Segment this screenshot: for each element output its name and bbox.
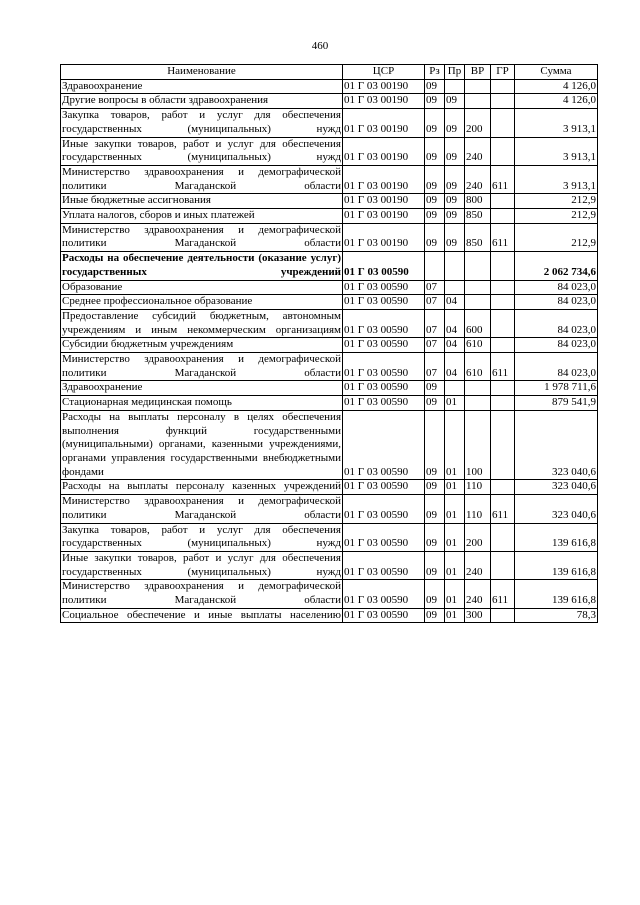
cell-gr	[491, 608, 515, 623]
cell-pr: 01	[445, 410, 465, 480]
cell-pr: 01	[445, 495, 465, 523]
cell-rz: 09	[425, 79, 445, 94]
cell-pr: 09	[445, 94, 465, 109]
table-row	[61, 280, 598, 295]
cell-gr	[491, 410, 515, 480]
cell-pr	[445, 280, 465, 295]
cell-name: Стационарная медицинская помощь	[61, 396, 343, 411]
cell-vr	[465, 396, 491, 411]
table-row	[61, 523, 598, 551]
cell-vr	[465, 295, 491, 310]
header-pr: Пр	[445, 65, 465, 80]
cell-vr: 610	[465, 338, 491, 353]
cell-name: Министерство здравоохранения и демографической политики Магаданской области	[61, 223, 343, 251]
cell-name: Министерство здравоохранения и демографической политики Магаданской области	[61, 495, 343, 523]
cell-gr	[491, 309, 515, 337]
cell-gr	[491, 480, 515, 495]
cell-vr	[465, 94, 491, 109]
cell-sum: 84 023,0	[515, 353, 598, 381]
cell-csr: 01 Г 03 00190	[343, 223, 425, 251]
header-sum: Сумма	[515, 65, 598, 80]
budget-table	[60, 64, 598, 623]
cell-csr: 01 Г 03 00590	[343, 580, 425, 608]
cell-vr: 850	[465, 223, 491, 251]
page-number: 460	[311, 40, 329, 52]
table-row	[61, 580, 598, 608]
cell-csr: 01 Г 03 00190	[343, 94, 425, 109]
cell-vr	[465, 79, 491, 94]
cell-pr: 01	[445, 608, 465, 623]
table-row	[61, 353, 598, 381]
cell-sum: 323 040,6	[515, 495, 598, 523]
cell-gr	[491, 79, 515, 94]
cell-rz: 09	[425, 523, 445, 551]
cell-vr: 300	[465, 608, 491, 623]
table-row	[61, 495, 598, 523]
cell-csr: 01 Г 03 00190	[343, 109, 425, 137]
cell-pr: 09	[445, 194, 465, 209]
cell-name: Иные закупки товаров, работ и услуг для обеспечения государственных (муниципальных) нужд	[61, 137, 343, 165]
cell-gr	[491, 551, 515, 579]
cell-sum: 3 913,1	[515, 165, 598, 193]
cell-csr: 01 Г 03 00590	[343, 480, 425, 495]
cell-csr: 01 Г 03 00590	[343, 252, 425, 280]
cell-gr	[491, 295, 515, 310]
cell-gr	[491, 381, 515, 396]
cell-csr: 01 Г 03 00590	[343, 410, 425, 480]
cell-name: Расходы на обеспечение деятельности (оказание услуг) государственных учреждений	[61, 252, 343, 280]
cell-csr: 01 Г 03 00190	[343, 137, 425, 165]
table-row	[61, 551, 598, 579]
cell-csr: 01 Г 03 00590	[343, 353, 425, 381]
cell-csr: 01 Г 03 00190	[343, 79, 425, 94]
cell-pr	[445, 381, 465, 396]
cell-name: Предоставление субсидий бюджетным, автономным учреждениям и иным некоммерческим организациям	[61, 309, 343, 337]
table-row	[61, 165, 598, 193]
cell-gr	[491, 194, 515, 209]
cell-gr: 611	[491, 223, 515, 251]
cell-sum: 1 978 711,6	[515, 381, 598, 396]
cell-name: Уплата налогов, сборов и иных платежей	[61, 209, 343, 224]
cell-name: Иные закупки товаров, работ и услуг для обеспечения государственных (муниципальных) нужд	[61, 551, 343, 579]
cell-pr: 09	[445, 209, 465, 224]
cell-csr: 01 Г 03 00590	[343, 338, 425, 353]
cell-vr: 240	[465, 580, 491, 608]
cell-name: Среднее профессиональное образование	[61, 295, 343, 310]
cell-name: Другие вопросы в области здравоохранения	[61, 94, 343, 109]
cell-name: Министерство здравоохранения и демографической политики Магаданской области	[61, 165, 343, 193]
cell-vr	[465, 252, 491, 280]
cell-rz: 09	[425, 194, 445, 209]
cell-rz: 09	[425, 480, 445, 495]
table-row	[61, 381, 598, 396]
cell-name: Расходы на выплаты персоналу казенных учреждений	[61, 480, 343, 495]
cell-name: Министерство здравоохранения и демографической политики Магаданской области	[61, 580, 343, 608]
cell-pr	[445, 79, 465, 94]
cell-rz: 09	[425, 137, 445, 165]
cell-rz: 09	[425, 396, 445, 411]
cell-rz: 09	[425, 551, 445, 579]
cell-pr: 04	[445, 295, 465, 310]
table-row	[61, 79, 598, 94]
cell-sum: 3 913,1	[515, 137, 598, 165]
cell-sum: 84 023,0	[515, 295, 598, 310]
cell-pr: 01	[445, 396, 465, 411]
header-vr: ВР	[465, 65, 491, 80]
cell-gr: 611	[491, 353, 515, 381]
header-gr: ГР	[491, 65, 515, 80]
cell-sum: 4 126,0	[515, 79, 598, 94]
table-row	[61, 309, 598, 337]
table-row	[61, 410, 598, 480]
cell-gr: 611	[491, 580, 515, 608]
cell-csr: 01 Г 03 00590	[343, 396, 425, 411]
cell-rz: 07	[425, 295, 445, 310]
cell-pr: 01	[445, 480, 465, 495]
cell-rz	[425, 252, 445, 280]
header-rz: Рз	[425, 65, 445, 80]
cell-csr: 01 Г 03 00590	[343, 295, 425, 310]
cell-rz: 07	[425, 338, 445, 353]
cell-csr: 01 Г 03 00590	[343, 523, 425, 551]
cell-csr: 01 Г 03 00590	[343, 551, 425, 579]
cell-gr	[491, 137, 515, 165]
cell-rz: 09	[425, 209, 445, 224]
cell-gr	[491, 209, 515, 224]
cell-pr: 09	[445, 137, 465, 165]
cell-name: Расходы на выплаты персоналу в целях обеспечения выполнения функций государственными (муниципальными) органами, казенными учреждениями, органами управления государственными внебюджетными фондами	[61, 410, 343, 480]
table-row	[61, 223, 598, 251]
cell-name: Социальное обеспечение и иные выплаты населению	[61, 608, 343, 623]
cell-sum: 212,9	[515, 209, 598, 224]
cell-sum: 4 126,0	[515, 94, 598, 109]
cell-pr: 09	[445, 165, 465, 193]
table-row	[61, 295, 598, 310]
cell-vr: 110	[465, 495, 491, 523]
cell-pr: 09	[445, 223, 465, 251]
cell-vr	[465, 381, 491, 396]
cell-gr: 611	[491, 495, 515, 523]
header-name: Наименование	[61, 65, 343, 80]
table-row	[61, 608, 598, 623]
table-body	[61, 79, 598, 623]
table-row	[61, 194, 598, 209]
cell-sum: 139 616,8	[515, 523, 598, 551]
cell-rz: 09	[425, 165, 445, 193]
cell-sum: 212,9	[515, 194, 598, 209]
cell-name: Закупка товаров, работ и услуг для обеспечения государственных (муниципальных) нужд	[61, 523, 343, 551]
cell-gr: 611	[491, 165, 515, 193]
cell-vr: 110	[465, 480, 491, 495]
cell-sum: 139 616,8	[515, 551, 598, 579]
cell-rz: 09	[425, 223, 445, 251]
cell-name: Здравоохранение	[61, 79, 343, 94]
cell-sum: 879 541,9	[515, 396, 598, 411]
cell-csr: 01 Г 03 00590	[343, 280, 425, 295]
cell-csr: 01 Г 03 00190	[343, 165, 425, 193]
cell-rz: 07	[425, 309, 445, 337]
cell-pr: 04	[445, 309, 465, 337]
cell-sum: 84 023,0	[515, 338, 598, 353]
cell-gr	[491, 94, 515, 109]
cell-csr: 01 Г 03 00590	[343, 608, 425, 623]
cell-gr	[491, 280, 515, 295]
cell-vr: 240	[465, 165, 491, 193]
table-row	[61, 480, 598, 495]
cell-pr: 04	[445, 353, 465, 381]
cell-sum: 84 023,0	[515, 280, 598, 295]
cell-csr: 01 Г 03 00190	[343, 209, 425, 224]
table-row	[61, 94, 598, 109]
cell-name: Иные бюджетные ассигнования	[61, 194, 343, 209]
cell-rz: 07	[425, 353, 445, 381]
cell-vr: 610	[465, 353, 491, 381]
cell-vr: 800	[465, 194, 491, 209]
cell-vr: 240	[465, 137, 491, 165]
cell-sum: 323 040,6	[515, 480, 598, 495]
cell-name: Министерство здравоохранения и демографической политики Магаданской области	[61, 353, 343, 381]
cell-rz: 07	[425, 280, 445, 295]
cell-rz: 09	[425, 580, 445, 608]
cell-vr: 600	[465, 309, 491, 337]
cell-gr	[491, 109, 515, 137]
cell-pr	[445, 252, 465, 280]
cell-pr: 04	[445, 338, 465, 353]
cell-gr	[491, 252, 515, 280]
table-row	[61, 396, 598, 411]
cell-sum: 139 616,8	[515, 580, 598, 608]
table-row	[61, 252, 598, 280]
cell-pr: 09	[445, 109, 465, 137]
cell-rz: 09	[425, 94, 445, 109]
cell-rz: 09	[425, 495, 445, 523]
cell-vr: 100	[465, 410, 491, 480]
table-row	[61, 109, 598, 137]
cell-pr: 01	[445, 523, 465, 551]
cell-rz: 09	[425, 608, 445, 623]
cell-vr: 850	[465, 209, 491, 224]
cell-rz: 09	[425, 410, 445, 480]
cell-gr	[491, 523, 515, 551]
cell-pr: 01	[445, 551, 465, 579]
cell-name: Закупка товаров, работ и услуг для обеспечения государственных (муниципальных) нужд	[61, 109, 343, 137]
cell-name: Здравоохранение	[61, 381, 343, 396]
cell-vr: 200	[465, 523, 491, 551]
table-row	[61, 338, 598, 353]
cell-sum: 2 062 734,6	[515, 252, 598, 280]
cell-csr: 01 Г 03 00590	[343, 309, 425, 337]
cell-sum: 78,3	[515, 608, 598, 623]
table-row	[61, 209, 598, 224]
cell-sum: 3 913,1	[515, 109, 598, 137]
cell-csr: 01 Г 03 00190	[343, 194, 425, 209]
cell-csr: 01 Г 03 00590	[343, 381, 425, 396]
header-csr: ЦСР	[343, 65, 425, 80]
cell-vr: 200	[465, 109, 491, 137]
cell-sum: 84 023,0	[515, 309, 598, 337]
cell-sum: 212,9	[515, 223, 598, 251]
table-row	[61, 137, 598, 165]
cell-rz: 09	[425, 381, 445, 396]
cell-vr: 240	[465, 551, 491, 579]
cell-pr: 01	[445, 580, 465, 608]
cell-gr	[491, 396, 515, 411]
cell-csr: 01 Г 03 00590	[343, 495, 425, 523]
cell-gr	[491, 338, 515, 353]
cell-sum: 323 040,6	[515, 410, 598, 480]
table-header-row	[61, 65, 598, 80]
cell-rz: 09	[425, 109, 445, 137]
cell-vr	[465, 280, 491, 295]
cell-name: Образование	[61, 280, 343, 295]
cell-name: Субсидии бюджетным учреждениям	[61, 338, 343, 353]
